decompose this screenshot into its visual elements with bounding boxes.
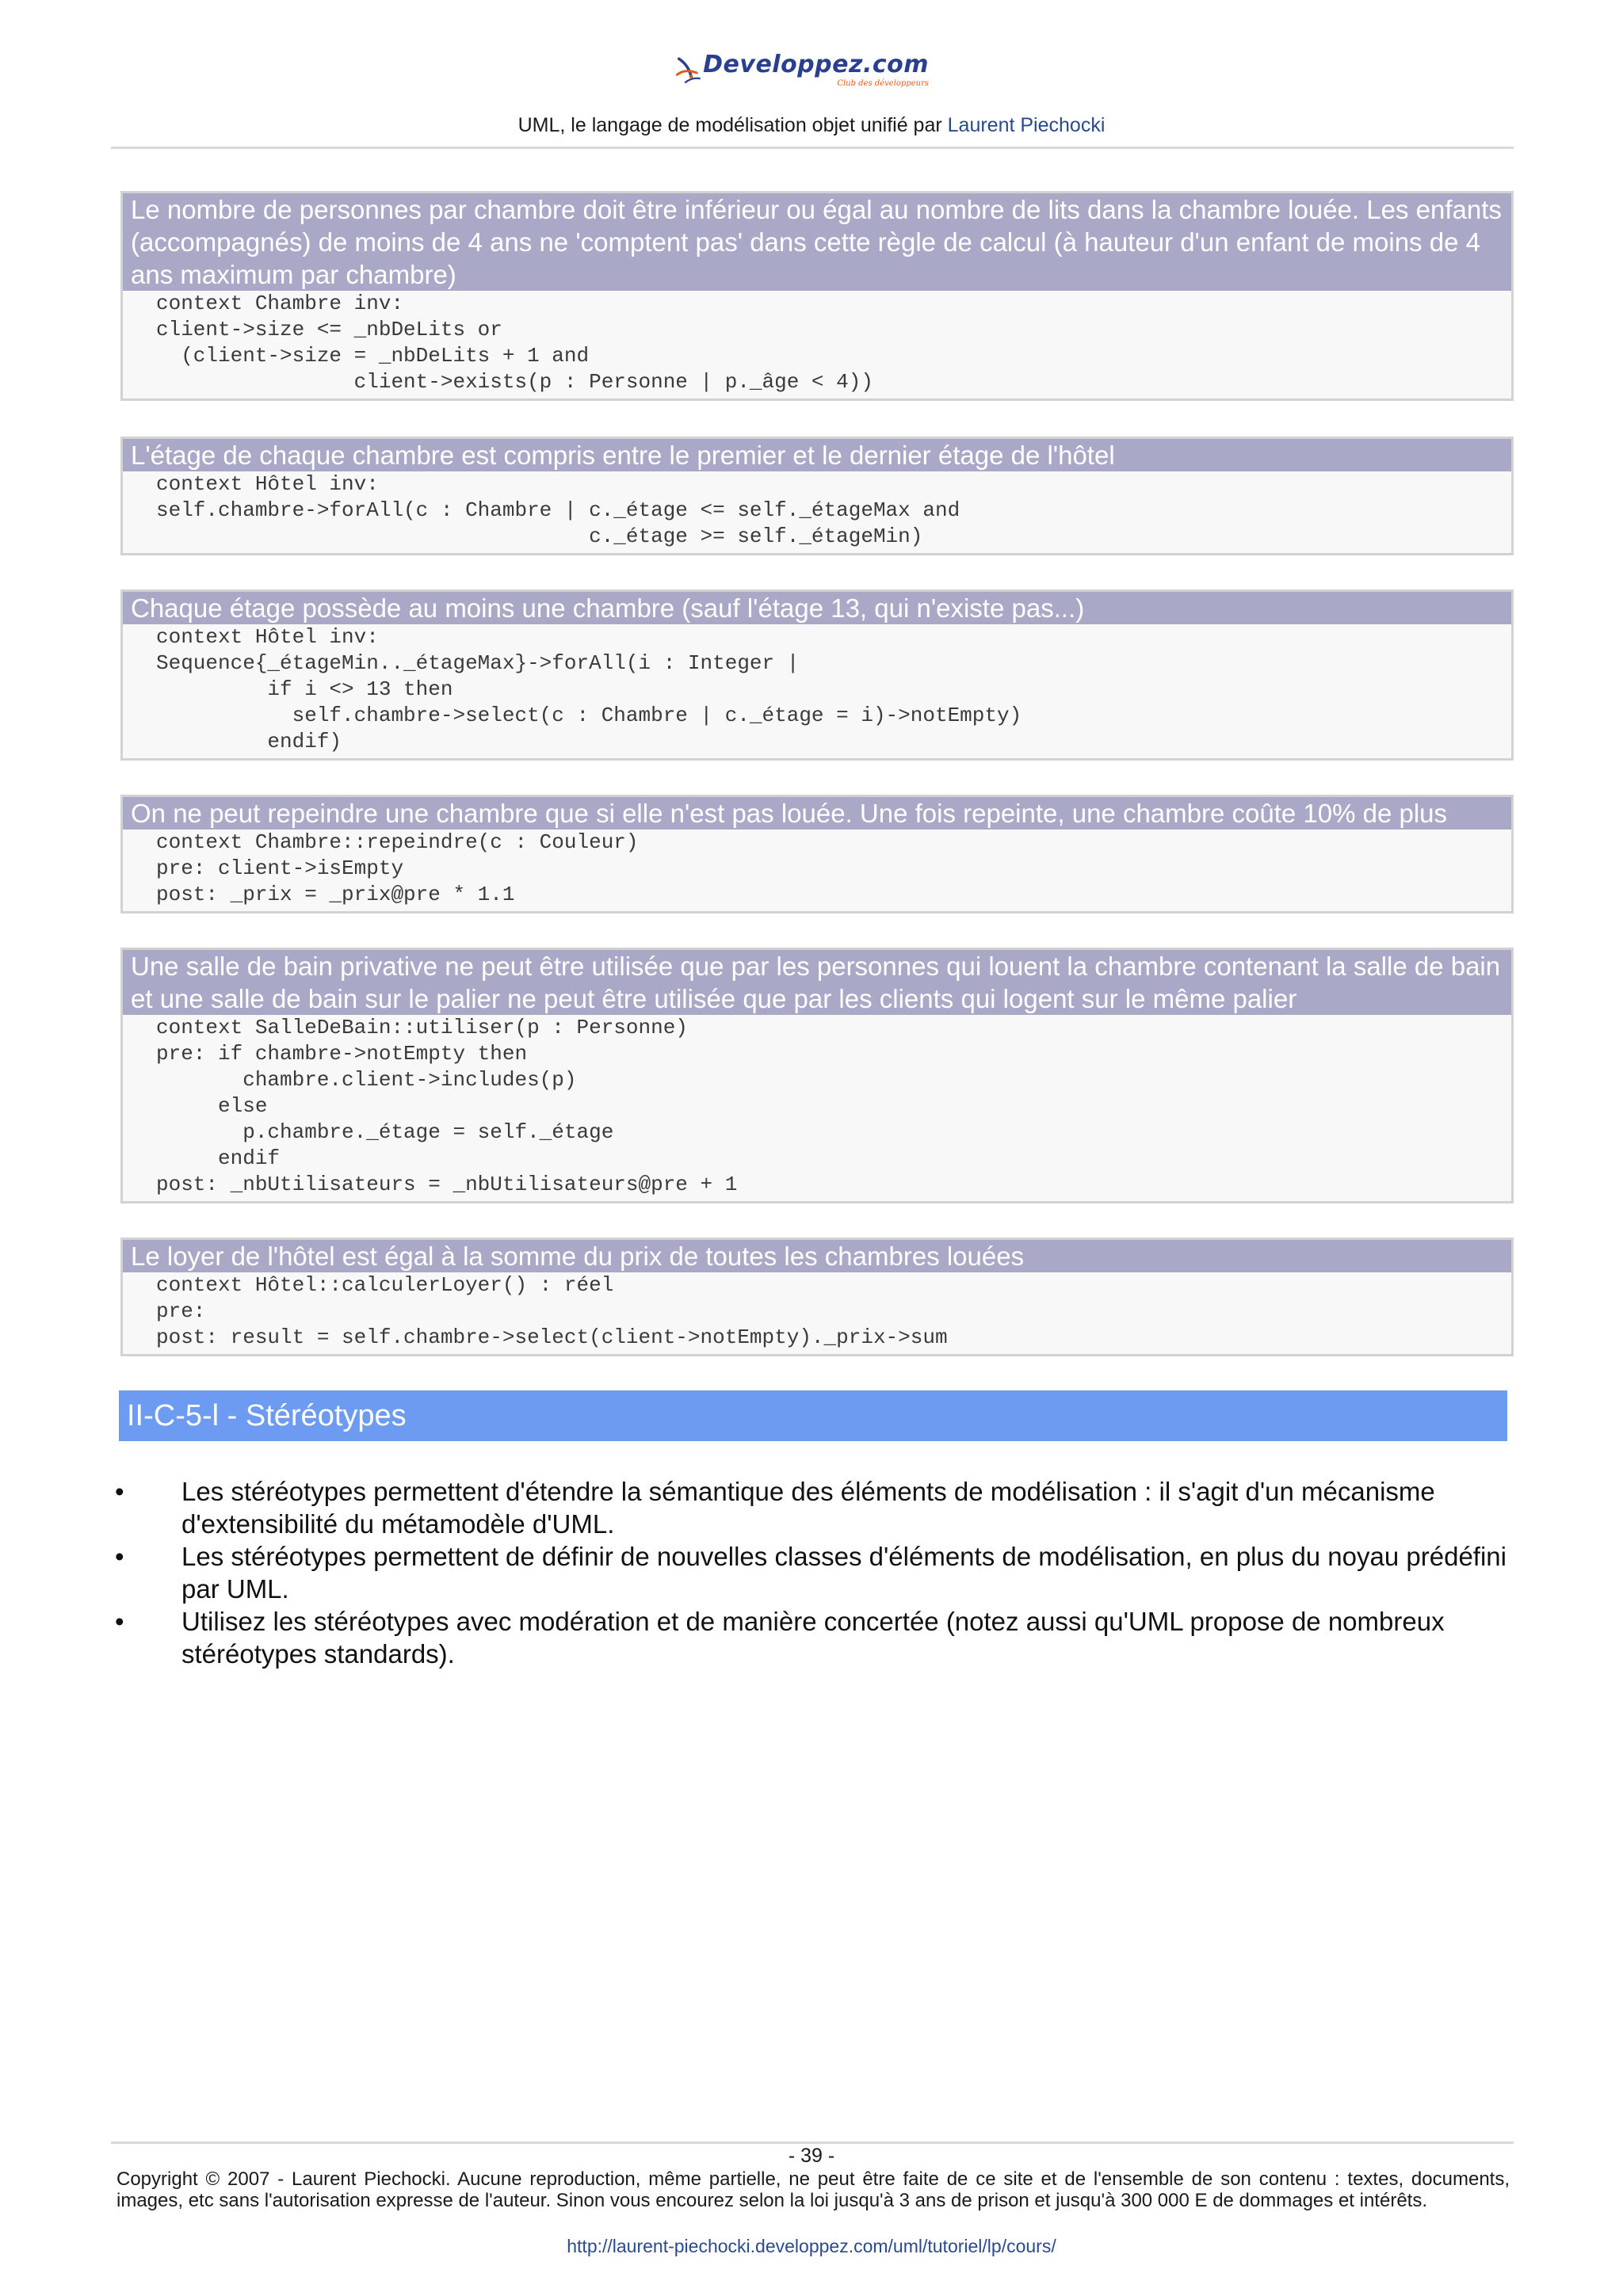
ocl-constraint-block [120,437,1514,555]
ocl-constraint-block [120,795,1514,913]
author-link[interactable]: Laurent Piechocki [947,114,1106,136]
ocl-constraint-title: Une salle de bain privative ne peut être utilisée que par les personnes qui louent la chambre contenant la salle de bain et une salle de bain sur le palier ne peut être utilisée que par les clients qui logent sur le même palier [123,950,1511,1015]
developpez-logo-icon [675,46,701,95]
ocl-constraint-block [120,589,1514,761]
copyright-notice: Copyright © 2007 - Laurent Piechocki. Aucune reproduction, même partielle, ne peut être faite de ce site et de l'ensemble de son contenu : textes, documents, images, etc sans l'autorisation expresse de l'auteur. Sinon vous encourez selon la loi jusqu'à 3 ans de prison et jusqu'à 300 000 E de dommages et intérêts. [116,2168,1510,2211]
ocl-constraint-title: Chaque étage possède au moins une chambre (sauf l'étage 13, qui n'existe pas...) [123,592,1511,624]
ocl-constraint-block [120,1238,1514,1356]
footer-url-link[interactable]: http://laurent-piechocki.developpez.com/uml/tutoriel/lp/cours/ [567,2236,1056,2256]
ocl-constraint-block [120,191,1514,401]
footer-divider [111,2142,1514,2144]
bullet-item: • Utilisez les stéréotypes avec modération et de manière concertée (notez aussi qu'UML propose de nombreux stéréotypes standards). [115,1605,1518,1670]
ocl-code: context Chambre::repeindre(c : Couleur) pre: client->isEmpty post: _prix = _prix@pre * 1.1 [156,830,639,906]
ocl-constraint-title: On ne peut repeindre une chambre que si elle n'est pas louée. Une fois repeinte, une chambre coûte 10% de plus [123,797,1511,830]
ocl-constraint-title: L'étage de chaque chambre est compris entre le premier et le dernier étage de l'hôtel [123,439,1511,471]
logo-subtext: Club des développeurs [837,79,929,88]
page-header [0,0,1623,151]
bullet-item: • Les stéréotypes permettent de définir de nouvelles classes d'éléments de modélisation, en plus du noyau prédéfini par UML. [115,1540,1518,1605]
page-number: - 39 - [788,2145,835,2167]
ocl-constraint-title: Le loyer de l'hôtel est égal à la somme du prix de toutes les chambres louées [123,1240,1511,1272]
section-heading: II-C-5-l - Stéréotypes [119,1390,1507,1441]
ocl-constraint-block [120,948,1514,1203]
document-title-text: UML, le langage de modélisation objet unifié par [517,114,948,136]
document-title [0,114,1623,137]
bullet-item: • Les stéréotypes permettent d'étendre la sémantique des éléments de modélisation : il s'agit d'un mécanisme d'extensibilité du métamodèle d'UML. [115,1475,1518,1540]
ocl-constraint-title: Le nombre de personnes par chambre doit être inférieur ou égal au nombre de lits dans la chambre louée. Les enfants (accompagnés) de moins de 4 ans ne 'comptent pas' dans cette règle de calcul (à hauteur d'un enfant de moins de 4 ans maximum par chambre) [123,193,1511,291]
logo-text: Developpez.com [703,51,929,78]
ocl-code: context Hôtel inv: Sequence{_étageMin.._étageMax}->forAll(i : Integer | if i <> 13 then self.chambre->select(c : Chambre | c._étage = i)->notEmpty) endif) [156,625,1022,753]
ocl-code: context Chambre inv: client->size <= _nbDeLits or (client->size = _nbDeLits + 1 and client->exists(p : Personne | p._âge < 4)) [156,292,873,394]
header-divider [111,147,1514,149]
ocl-code: context Hôtel inv: self.chambre->forAll(c : Chambre | c._étage <= self._étageMax and c._étage >= self._étageMin) [156,472,960,548]
ocl-code: context Hôtel::calculerLoyer() : réel pre: post: result = self.chambre->select(client->notEmpty)._prix->sum [156,1273,948,1349]
ocl-code: context SalleDeBain::utiliser(p : Personne) pre: if chambre->notEmpty then chambre.client->includes(p) else p.chambre._étage = self._étage endif post: _nbUtilisateurs = _nbUtilisateurs@pre + 1 [156,1016,738,1196]
developpez-logo[interactable] [675,46,929,95]
bullet-list [115,1475,1518,1670]
